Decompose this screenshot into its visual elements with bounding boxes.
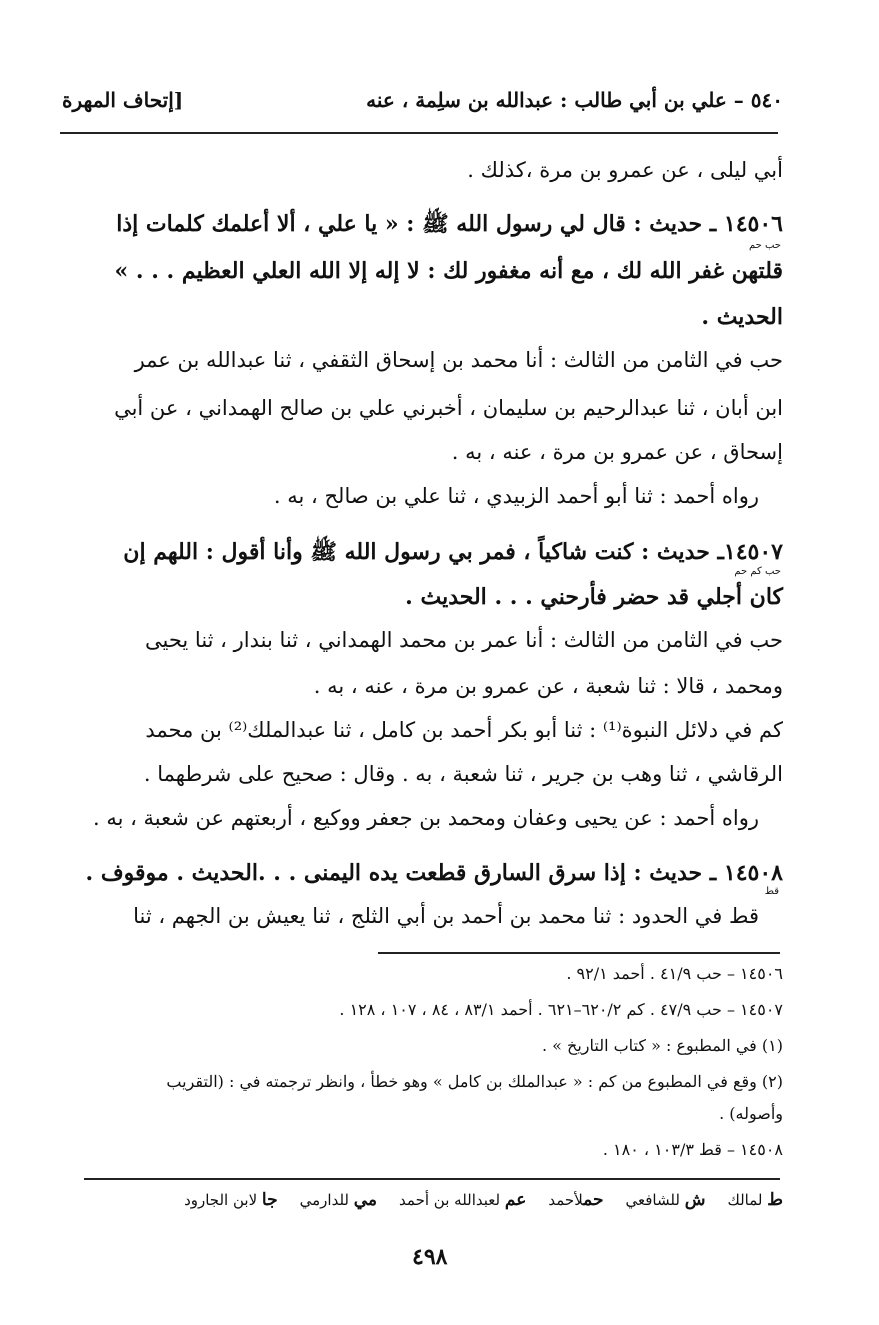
text-line: ومحمد ، قالا : ثنا شعبة ، عن عمرو بن مرة ، عنه ، به .: [313, 674, 783, 698]
text-line: رواه أحمد : عن يحيى وعفان ومحمد بن جعفر ووكيع ، أربعتهم عن شعبة ، به .: [92, 806, 759, 830]
hadith-sublabel-14507: حب كم حم: [734, 566, 781, 577]
text-line: حب في الثامن من الثالث : أنا محمد بن إسحاق الثقفي ، ثنا عبدالله بن عمر: [134, 348, 783, 372]
hadith-heading-14506: ١٤٥٠٦ ـ حديث : قال لي رسول الله ﷺ : « يا علي ، ألا أعلمك كلمات إذا: [116, 211, 783, 237]
hadith-sublabel-14506: حب حم: [748, 240, 781, 251]
footnote: ١٤٥٠٨ – قط ١٠٣/٣ ، ١٨٠ .: [602, 1140, 783, 1159]
footnote: ١٤٥٠٧ – حب ٤٧/٩ . كم ٦٢٠/٢–٦٢١ . أحمد ٨٣/١ ، ٨٤ ، ١٠٧ ، ١٢٨ .: [339, 1000, 783, 1019]
footnote: (١) في المطبوع : « كتاب التاريخ » .: [541, 1036, 783, 1055]
abbr-item: حملأحمد: [548, 1190, 604, 1210]
footnote: (٢) وقع في المطبوع من كم : « عبدالملك بن كامل » وهو خطأ ، وانظر ترجمته في : (التقريب: [166, 1072, 783, 1091]
text-line: قط في الحدود : ثنا محمد بن أحمد بن أبي الثلج ، ثنا يعيش بن الجهم ، ثنا: [133, 904, 759, 928]
text-line: إسحاق ، عن عمرو بن مرة ، عنه ، به .: [451, 440, 783, 464]
text-line: قلتهن غفر الله لك ، مع أنه مغفور لك : لا إله إلا الله العلي العظيم . . . »: [114, 258, 783, 284]
footnote-rule: [378, 952, 780, 954]
text-line: ابن أبان ، ثنا عبدالرحيم بن سليمان ، أخبرني علي بن صالح الهمداني ، عن أبي: [114, 396, 783, 420]
footnote: وأصوله) .: [719, 1104, 783, 1123]
abbr-item: ش للشافعي: [625, 1190, 706, 1210]
text-line: رواه أحمد : ثنا أبو أحمد الزبيدي ، ثنا علي بن صالح ، به .: [273, 484, 759, 508]
abbr-item: ط لمالك: [727, 1190, 783, 1210]
text-line: حب في الثامن من الثالث : أنا عمر بن محمد الهمداني ، ثنا بندار ، ثنا يحيى: [145, 628, 783, 652]
header-rule: [60, 132, 778, 134]
abbreviation-key: [184, 1190, 783, 1210]
abbreviations-rule: [84, 1178, 780, 1180]
abbr-item: جا لابن الجارود: [184, 1190, 278, 1210]
hadith-sublabel-14508: قط: [764, 886, 779, 897]
running-header-title: ٥٤٠ – علي بن أبي طالب : عبدالله بن سلِمة ، عنه: [366, 88, 783, 112]
text-line: الرقاشي ، ثنا وهب بن جرير ، ثنا شعبة ، به . وقال : صحيح على شرطهما .: [143, 762, 783, 786]
running-header-book: [إتحاف المهرة: [62, 88, 184, 112]
hadith-heading-14508: ١٤٥٠٨ ـ حديث : إذا سرق السارق قطعت يده اليمنى . . .الحديث . موقوف .: [85, 860, 783, 886]
hadith-heading-14507: ١٤٥٠٧ـ حديث : كنت شاكياً ، فمر بي رسول الله ﷺ وأنا أقول : اللهم إن: [123, 539, 783, 565]
page-number: ٤٩٨: [412, 1244, 448, 1270]
text-line: كم في دلائل النبوة⁽¹⁾ : ثنا أبو بكر أحمد بن كامل ، ثنا عبدالملك⁽²⁾ بن محمد: [145, 718, 783, 742]
text-line: الحديث .: [701, 304, 783, 330]
abbr-item: عم لعبدالله بن أحمد: [399, 1190, 527, 1210]
footnote: ١٤٥٠٦ – حب ٤١/٩ . أحمد ٩٢/١ .: [566, 964, 783, 983]
text-line: أبي ليلى ، عن عمرو بن مرة ،كذلك .: [467, 158, 783, 182]
text-line: كان أجلي قد حضر فأرحني . . . الحديث .: [405, 584, 783, 610]
abbr-item: مي للدارمي: [299, 1190, 378, 1210]
